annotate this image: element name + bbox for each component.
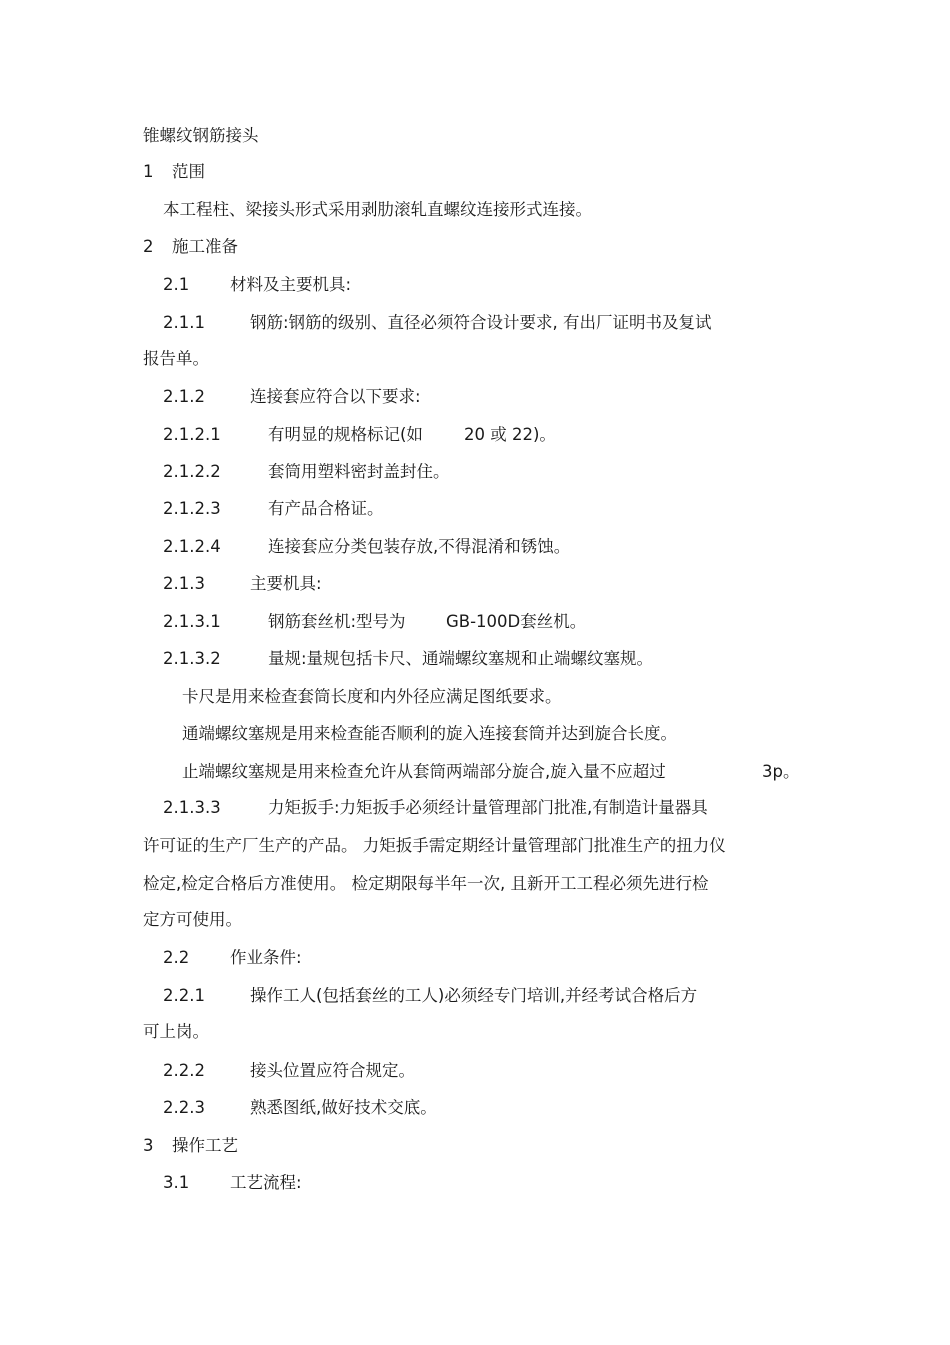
section-2-1-number: 2.1 [163, 275, 190, 294]
section-2-1-3-2-paragraph-2: 通端螺纹塞规是用来检查能否顺利的旋入连接套筒并达到旋合长度。 [182, 724, 677, 743]
section-2-number: 2 [143, 237, 154, 256]
section-2-2-1-text: 操作工人(包括套丝的工人)必须经专门培训,并经考试合格后方 [250, 986, 698, 1005]
section-2-heading: 施工准备 [172, 237, 238, 256]
section-2-1-2-1-value: 20 或 22)。 [464, 425, 556, 444]
section-2-1-2-4-text: 连接套应分类包装存放,不得混淆和锈蚀。 [268, 537, 571, 556]
section-1-number: 1 [143, 162, 154, 181]
section-2-1-3-text: 主要机具: [250, 574, 322, 593]
section-2-2-2-text: 接头位置应符合规定。 [250, 1061, 415, 1080]
section-2-1-3-1-number: 2.1.3.1 [163, 612, 221, 631]
section-2-1-3-2-paragraph-3: 止端螺纹塞规是用来检查允许从套筒两端部分旋合,旋入量不应超过 [182, 762, 666, 781]
section-2-1-1-continuation: 报告单。 [143, 349, 209, 368]
section-3-heading: 操作工艺 [172, 1136, 238, 1155]
document-title: 锥螺纹钢筋接头 [143, 126, 259, 145]
section-2-2-number: 2.2 [163, 948, 190, 967]
section-2-1-3-number: 2.1.3 [163, 574, 205, 593]
section-1-heading: 范围 [172, 162, 205, 181]
section-2-1-3-2-paragraph-3-value: 3p。 [762, 762, 800, 781]
section-1-body: 本工程柱、梁接头形式采用剥肋滚轧直螺纹连接形式连接。 [163, 200, 592, 219]
section-2-1-1-number: 2.1.1 [163, 313, 205, 332]
section-2-1-2-2-number: 2.1.2.2 [163, 462, 221, 481]
section-2-2-2-number: 2.2.2 [163, 1061, 205, 1080]
section-2-1-3-2-text: 量规:量规包括卡尺、通端螺纹塞规和止端螺纹塞规。 [268, 649, 654, 668]
section-2-2-text: 作业条件: [230, 948, 302, 967]
section-3-1-number: 3.1 [163, 1173, 190, 1192]
section-2-1-3-3-continuation-3: 定方可使用。 [143, 910, 242, 929]
section-2-1-2-3-text: 有产品合格证。 [268, 499, 384, 518]
section-2-1-2-2-text: 套筒用塑料密封盖封住。 [268, 462, 450, 481]
section-2-1-3-3-continuation-1: 许可证的生产厂生产的产品。 力矩扳手需定期经计量管理部门批准生产的扭力仪 [143, 836, 726, 855]
section-2-1-1-text: 钢筋:钢筋的级别、直径必须符合设计要求, 有出厂证明书及复试 [250, 313, 712, 332]
section-2-1-2-number: 2.1.2 [163, 387, 205, 406]
section-2-2-1-continuation: 可上岗。 [143, 1022, 209, 1041]
section-2-1-text: 材料及主要机具: [230, 275, 352, 294]
section-2-1-3-3-number: 2.1.3.3 [163, 798, 221, 817]
section-2-1-3-2-number: 2.1.3.2 [163, 649, 221, 668]
section-2-1-2-3-number: 2.1.2.3 [163, 499, 221, 518]
section-2-2-1-number: 2.2.1 [163, 986, 205, 1005]
section-2-1-2-1-number: 2.1.2.1 [163, 425, 221, 444]
section-2-1-3-1-text: 钢筋套丝机:型号为 [268, 612, 406, 631]
section-2-2-3-number: 2.2.3 [163, 1098, 205, 1117]
section-2-1-2-4-number: 2.1.2.4 [163, 537, 221, 556]
section-3-1-text: 工艺流程: [230, 1173, 302, 1192]
section-2-1-2-1-text: 有明显的规格标记(如 [268, 425, 423, 444]
section-2-1-3-2-paragraph-1: 卡尺是用来检查套筒长度和内外径应满足图纸要求。 [182, 687, 562, 706]
section-2-1-3-3-continuation-2: 检定,检定合格后方准使用。 检定期限每半年一次, 且新开工工程必须先进行检 [143, 874, 709, 893]
section-2-2-3-text: 熟悉图纸,做好技术交底。 [250, 1098, 437, 1117]
section-2-1-2-text: 连接套应符合以下要求: [250, 387, 421, 406]
section-3-number: 3 [143, 1136, 154, 1155]
section-2-1-3-3-text: 力矩扳手:力矩扳手必须经计量管理部门批准,有制造计量器具 [268, 798, 708, 817]
section-2-1-3-1-value: GB-100D套丝机。 [446, 612, 587, 631]
